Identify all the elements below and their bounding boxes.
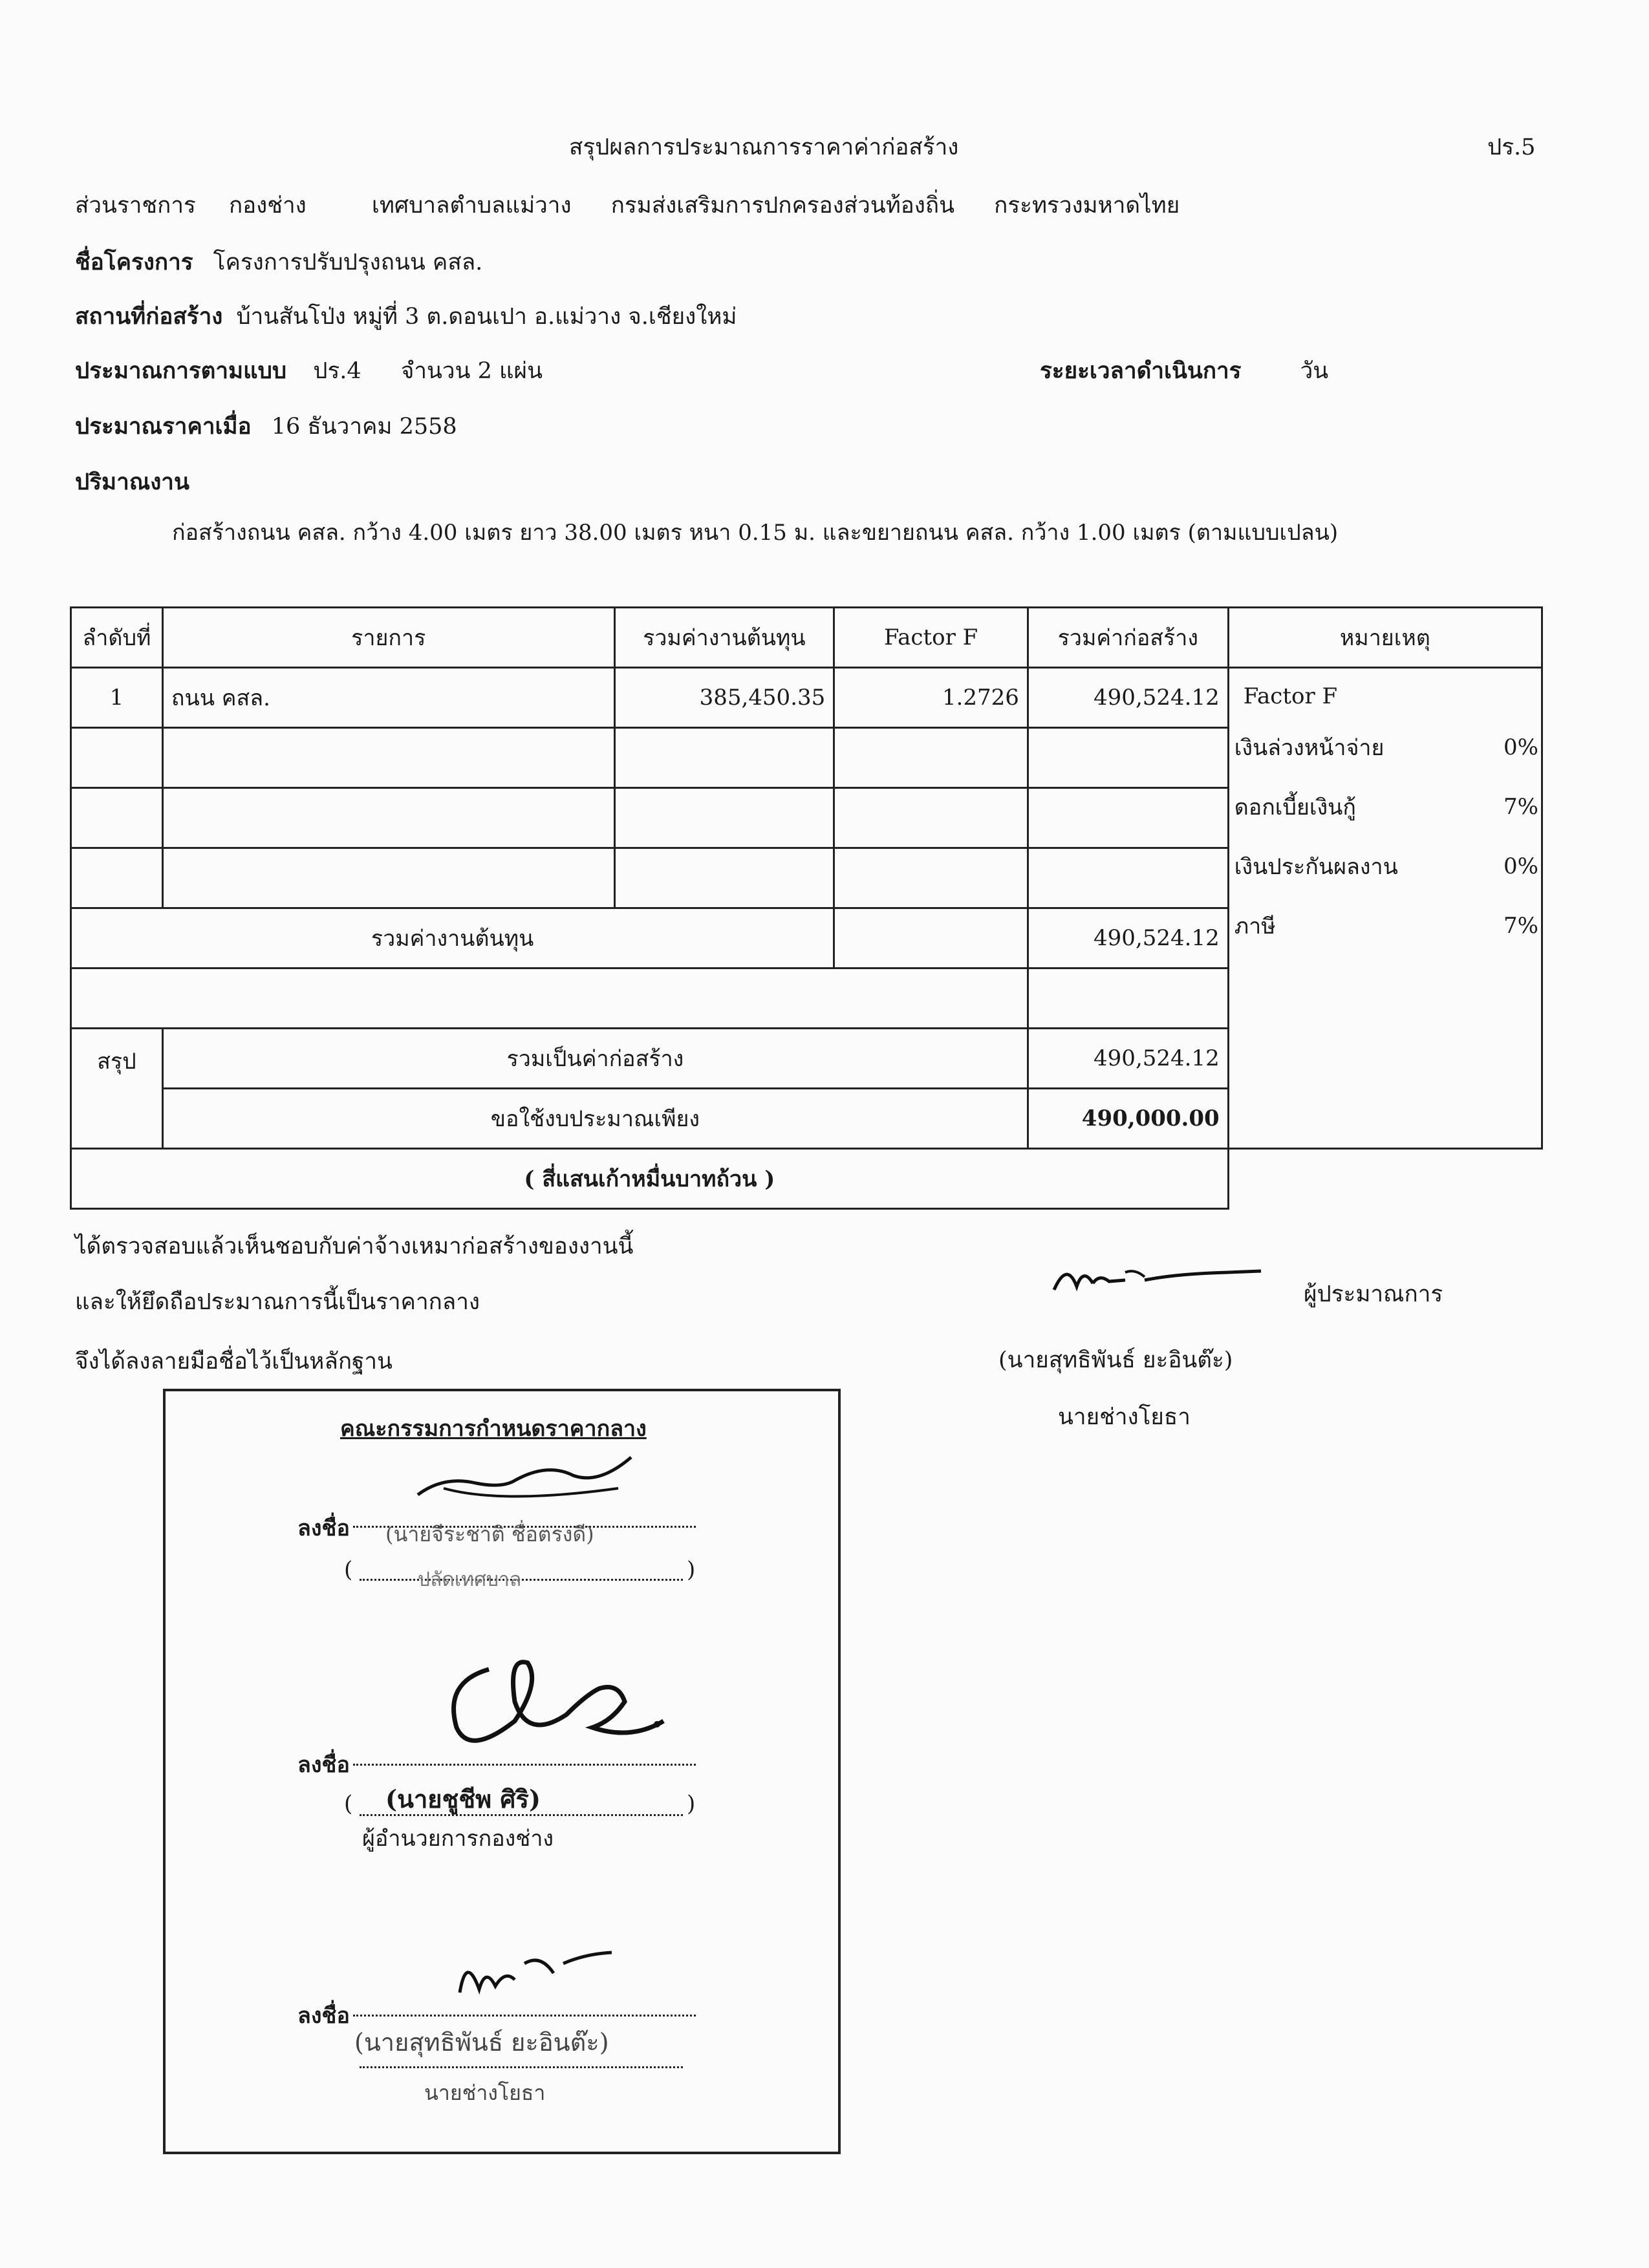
duration — [1040, 353, 1328, 389]
agency-ministry: กระทรวงมหาดไทย — [994, 193, 1180, 219]
member2-sign-line — [353, 1764, 696, 1766]
duration-label: ระยะเวลาดำเนินการ — [1040, 358, 1242, 384]
member1-signature — [405, 1450, 651, 1508]
agency-dept: กองช่าง — [228, 193, 307, 219]
estimate-line — [75, 353, 543, 389]
member2-paren-close: ) — [687, 1791, 696, 1817]
quantity-description: ก่อสร้างถนน คสล. กว้าง 4.00 เมตร ยาว 38.00 เมตร หนา 0.15 ม. และขยายถนน คสล. กว้าง 1.00 เมตร (ตามแบบเปลน) — [172, 520, 1339, 546]
duration-unit: วัน — [1300, 358, 1329, 384]
remark-tax-label: ภาษี — [1234, 914, 1276, 939]
remarks-cell — [1228, 668, 1542, 1149]
project-label: ชื่อโครงการ — [75, 249, 193, 275]
col-header-total: รวมค่าก่อสร้าง — [1028, 608, 1228, 668]
date-line — [75, 409, 457, 444]
remark-advance-label: เงินล่วงหน้าจ่าย — [1234, 735, 1385, 761]
row1-no: 1 — [71, 668, 163, 728]
col-header-no: ลำดับที่ — [71, 608, 163, 668]
budget-value: 490,000.00 — [1028, 1089, 1228, 1149]
member2-name: (นายชูชีพ ศิริ) — [385, 1784, 541, 1813]
remark-advance — [1234, 718, 1538, 777]
member2-paren-open: ( — [344, 1791, 353, 1817]
agency-label: ส่วนราชการ — [75, 193, 196, 219]
quantity-label: ปริมาณงาน — [75, 469, 189, 495]
construction-label: รวมเป็นค่าก่อสร้าง — [162, 1029, 1028, 1089]
member1-name: (นายจีระชาติ ชื่อตรงดี) — [385, 1522, 594, 1546]
col-header-remarks: หมายเหตุ — [1228, 608, 1542, 668]
member3-signature — [450, 1934, 618, 2006]
remark-retention-value: 0% — [1503, 853, 1538, 879]
member2-position-line — [360, 1814, 683, 1816]
form-code: ปร.5 — [1487, 134, 1536, 160]
member1-position: ปลัดเทศบาล — [418, 1568, 522, 1591]
project-line — [75, 244, 482, 280]
remark-retention — [1234, 837, 1538, 896]
row1-cost: 385,450.35 — [614, 668, 834, 728]
estimator-signature — [1048, 1254, 1267, 1306]
site-value: บ้านสันโป่ง หมู่ที่ 3 ต.ดอนเปา อ.แม่วาง จ.เชียงใหม่ — [236, 304, 737, 330]
estimator-name: (นายสุทธิพันธ์ ยะอินต๊ะ) — [998, 1347, 1233, 1373]
member2-sign-label: ลงชื่อ — [297, 1752, 350, 1778]
remark-tax — [1234, 896, 1538, 956]
subtotal-label: รวมค่างานต้นทุน — [71, 908, 834, 968]
date-label: ประมาณราคาเมื่อ — [75, 413, 252, 440]
site-line — [75, 299, 737, 334]
agency-municipality: เทศบาลตำบลแม่วาง — [371, 193, 572, 219]
row1-factor: 1.2726 — [834, 668, 1028, 728]
member1-paren-open: ( — [344, 1557, 353, 1583]
estimate-table — [70, 606, 1543, 1210]
amount-words-row — [71, 1149, 1542, 1209]
project-value: โครงการปรับปรุงถนน คสล. — [213, 250, 483, 275]
row1-total: 490,524.12 — [1028, 668, 1228, 728]
estimate-label: ประมาณการตามแบบ — [75, 358, 287, 384]
member3-sign-label: ลงชื่อ — [297, 2003, 350, 2029]
estimator-position: นายช่างโยธา — [1058, 1404, 1191, 1430]
budget-label: ขอใช้งบประมาณเพียง — [162, 1089, 1028, 1149]
member1-paren-close: ) — [687, 1557, 696, 1583]
subtotal-value: 490,524.12 — [1028, 908, 1228, 968]
member3-name: (นายสุทธิพันธ์ ยะอินต๊ะ) — [354, 2028, 609, 2057]
col-header-cost: รวมค่างานต้นทุน — [614, 608, 834, 668]
remarks-title: Factor F — [1243, 683, 1338, 709]
table-header-row — [71, 608, 1542, 668]
member3-position-line — [360, 2066, 683, 2068]
remark-interest-label: ดอกเบี้ยเงินกู้ — [1234, 795, 1356, 820]
col-header-factor: Factor F — [834, 608, 1028, 668]
date-value: 16 ธันวาคม 2558 — [271, 414, 457, 440]
estimate-form: ปร.4 — [313, 358, 361, 384]
remark-tax-value: 7% — [1503, 913, 1538, 939]
certification-line-1: ได้ตรวจสอบแล้วเห็นชอบกับค่าจ้างเหมาก่อสร้างของงานนี้ — [75, 1234, 634, 1259]
remark-interest — [1234, 777, 1538, 837]
agency-line — [75, 187, 1180, 223]
remark-interest-value: 7% — [1503, 794, 1538, 820]
construction-value: 490,524.12 — [1028, 1029, 1228, 1089]
committee-box — [163, 1389, 841, 2154]
agency-department: กรมส่งเสริมการปกครองส่วนท้องถิ่น — [610, 193, 955, 219]
row1-item: ถนน คสล. — [162, 668, 614, 728]
amount-words: ( สี่แสนเก้าหมื่นบาทถ้วน ) — [71, 1149, 1229, 1209]
member1-sign-label: ลงชื่อ — [297, 1515, 350, 1541]
estimator-role: ผู้ประมาณการ — [1304, 1281, 1443, 1307]
site-label: สถานที่ก่อสร้าง — [75, 303, 223, 330]
certification-line-2: และให้ยึดถือประมาณการนี้เป็นราคากลาง — [75, 1289, 480, 1315]
remark-retention-label: เงินประกันผลงาน — [1234, 854, 1398, 880]
member2-position: ผู้อำนวยการกองช่าง — [362, 1826, 554, 1852]
committee-title: คณะกรรมการกำหนดราคากลาง — [340, 1416, 647, 1442]
col-header-item: รายการ — [162, 608, 614, 668]
certification-line-3: จึงได้ลงลายมือชื่อไว้เป็นหลักฐาน — [75, 1349, 393, 1375]
estimate-count: จำนวน 2 แผ่น — [400, 358, 543, 384]
table-row — [71, 668, 1542, 728]
document-title: สรุปผลการประมาณการราคาค่าก่อสร้าง — [569, 134, 959, 160]
member2-signature — [418, 1643, 689, 1766]
member3-sign-line — [353, 2015, 696, 2017]
member3-position: นายช่างโยธา — [424, 2081, 546, 2105]
remark-advance-value: 0% — [1503, 734, 1538, 760]
summary-label: สรุป — [71, 1029, 163, 1149]
